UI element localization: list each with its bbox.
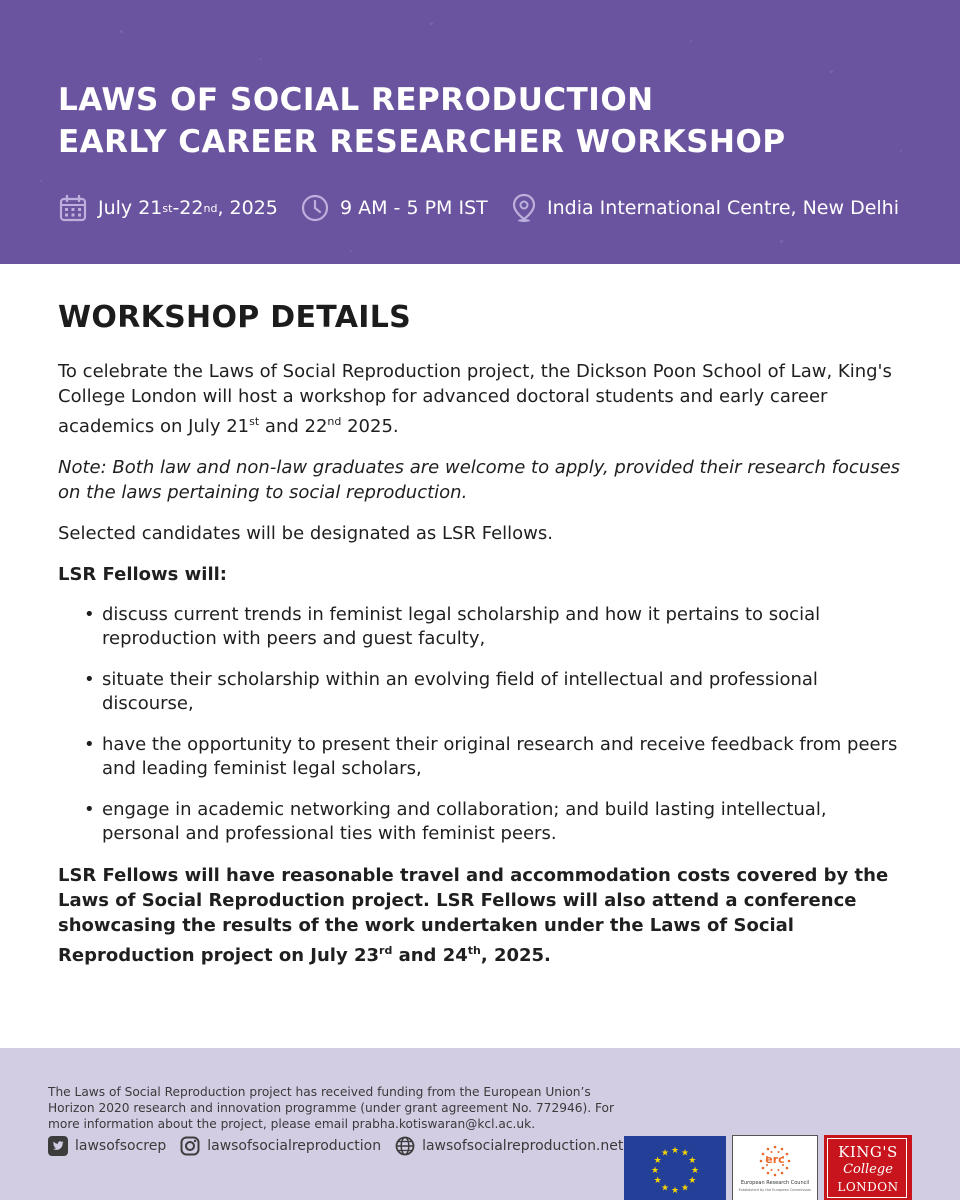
note-paragraph <box>58 455 908 505</box>
header-banner <box>0 0 960 264</box>
intro-mid: and 22 <box>259 416 328 437</box>
eu-stars-icon <box>624 1136 726 1200</box>
section-heading: WORKSHOP DETAILS <box>58 300 412 335</box>
workshop-details <box>58 300 908 984</box>
list-item: • engage in academic networking and collaboration; and build lasting intellectual, personal and professional ties with feminist peers. <box>84 798 908 846</box>
closing-paragraph <box>58 863 908 968</box>
fellows-list <box>58 603 908 846</box>
closing-mid: and 24 <box>392 945 468 966</box>
event-time <box>300 188 488 228</box>
svg-text:★: ★ <box>650 1166 660 1176</box>
closing-sup-2: th <box>467 944 481 957</box>
note-text: : Both law and non-law graduates are welcome to apply, provided their research focuses on the laws pertaining to social reproduction. <box>58 457 901 503</box>
location-pin-icon <box>511 193 537 223</box>
svg-text:★: ★ <box>660 1183 670 1194</box>
website-url: lawsofsocialreproduction.net <box>422 1138 624 1154</box>
svg-text:★: ★ <box>660 1148 670 1159</box>
list-item: • situate their scholarship within an evolving field of intellectual and professional discourse, <box>84 668 908 716</box>
note-label: Note <box>58 457 101 478</box>
kings-college-london-logo <box>824 1135 912 1200</box>
date-start: July 21 <box>98 197 163 219</box>
twitter-icon <box>48 1136 68 1156</box>
svg-text:★: ★ <box>680 1148 690 1159</box>
intro-text: To celebrate the Laws of Social Reproduction project, the Dickson Poon School of Law, King's College London will host a workshop for advanced doctoral students and early career academics on July 21 <box>58 361 892 437</box>
calendar-icon <box>58 193 88 223</box>
twitter-handle: lawsofsocrep <box>75 1138 167 1154</box>
erc-tagline: Established by the European Commission <box>738 1188 812 1192</box>
svg-text:★: ★ <box>690 1166 700 1176</box>
venue-text: India International Centre, New Delhi <box>547 197 899 219</box>
svg-text:★: ★ <box>670 1186 680 1196</box>
list-item: • discuss current trends in feminist legal scholarship and how it pertains to social reproduction with peers and guest faculty, <box>84 603 908 651</box>
intro-paragraph <box>58 359 908 439</box>
svg-text:★: ★ <box>680 1183 690 1194</box>
date-end: -22 <box>172 197 204 219</box>
intro-end: 2025. <box>341 416 399 437</box>
fellows-heading: LSR Fellows will: <box>58 564 227 585</box>
instagram-handle: lawsofsocialreproduction <box>207 1138 382 1154</box>
social-links <box>48 1136 637 1156</box>
time-text: 9 AM - 5 PM IST <box>340 197 488 219</box>
svg-text:★: ★ <box>653 1176 662 1186</box>
website-link[interactable] <box>395 1136 623 1156</box>
intro-sup-1: st <box>249 415 260 428</box>
globe-icon <box>395 1136 415 1156</box>
list-item: • have the opportunity to present their original research and receive feedback from peers and leading feminist legal scholars, <box>84 733 908 781</box>
intro-sup-2: nd <box>327 415 342 428</box>
twitter-link[interactable] <box>48 1136 166 1156</box>
eu-flag-logo <box>624 1136 726 1200</box>
svg-text:★: ★ <box>653 1156 662 1166</box>
date-year: , 2025 <box>217 197 278 219</box>
footer <box>0 1048 960 1200</box>
closing-end: , 2025. <box>480 945 551 966</box>
svg-text:★: ★ <box>688 1156 697 1166</box>
kcl-line-1: KING'S <box>838 1143 898 1161</box>
selected-paragraph: Selected candidates will be designated as LSR Fellows. <box>58 523 553 544</box>
svg-text:★: ★ <box>688 1176 697 1186</box>
date-start-suffix: st <box>162 201 173 215</box>
instagram-icon <box>180 1136 200 1156</box>
event-date <box>58 188 278 228</box>
erc-logo <box>732 1135 818 1200</box>
closing-sup-1: rd <box>379 944 393 957</box>
closing-text: LSR Fellows will have reasonable travel and accommodation costs covered by the Laws of Social Reproduction project. LSR Fellows will also attend a conference showcasing the results of the work undertaken under the Laws of Social Reproduction project on July 23 <box>58 865 889 966</box>
title-line-2: EARLY CAREER RESEARCHER WORKSHOP <box>58 124 786 160</box>
erc-name: European Research Council <box>740 1180 810 1186</box>
kcl-line-3: LONDON <box>837 1180 899 1194</box>
title-line-1: LAWS OF SOCIAL REPRODUCTION <box>58 82 654 118</box>
event-venue <box>511 188 899 228</box>
kcl-line-2: College <box>843 1162 893 1177</box>
erc-mark: erc <box>765 1153 785 1166</box>
clock-icon <box>300 193 330 223</box>
instagram-link[interactable] <box>180 1136 381 1156</box>
funding-statement: The Laws of Social Reproduction project has received funding from the European Union’s Horizon 2020 research and innovation programme (under grant agreement No. 772946). For more information about the project, please email prabha.kotiswaran@kcl.ac.uk. <box>48 1085 615 1131</box>
svg-text:★: ★ <box>670 1146 680 1156</box>
date-end-suffix: nd <box>203 201 218 215</box>
